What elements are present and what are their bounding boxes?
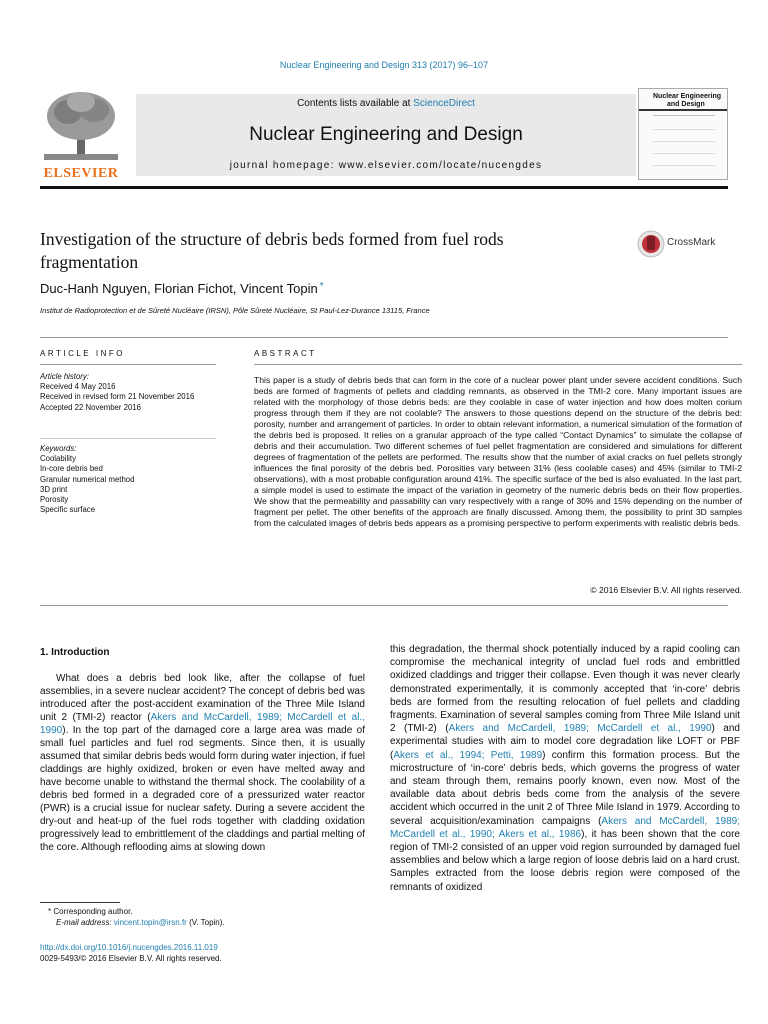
cover-title-line-2: and Design [667,101,705,108]
header-divider [40,186,728,189]
corresponding-author-mark[interactable]: * [319,281,324,292]
cover-title-line-1: Nuclear Engineering [653,93,722,100]
revised-date: Received in revised form 21 November 2016 [40,392,195,402]
keyword: Specific surface [40,505,96,515]
footnote-text: Corresponding author. [51,907,133,916]
info-divider [40,364,216,365]
keywords-list [40,444,216,515]
citation-link[interactable]: Akers and McCardell, 1989; McCardell et al., 1990 [448,723,712,735]
issn-line: 0029-5493/© 2016 Elsevier B.V. All rights reserved. [40,954,222,963]
article-info-heading: ARTICLE INFO [40,349,125,358]
footnote-rule [40,902,120,903]
author-list [40,281,324,296]
accepted-date: Accepted 22 November 2016 [40,402,141,412]
abstract-body: This paper is a study of debris beds that can form in the core of a nuclear power plant under severe accident conditions. Such beds are formed of fragments of pellets and cladding remnants, as observed in the TMI-2 core. Many important issues are related with the morphology of those debris beds: are they coolable in case of water injection and how does molten corium progress through them if they are not coolable? The answers to those questions depend on the structure of the debris bed: porosity, number and arrangement of particles. In order to obtain relevant information, a numerical simulation of the formation of the debris bed is proposed. It relies on a granular approach of the type called “Contact Dynamics” to simulate the collapse of debris and their accumulation. Two different schemes of fuel pellet fragmentation are considered and simulations for different degrees of fragmentation of the pellets are performed. The results show that the number of axial cracks on fuel pellets strongly influences the final porosity of the debris bed. Porosities vary between 31% (less coolable cases) and 45% (similar to TMI-2 observations), with a most probable configuration around 41%. The specific surface of the bed is also evaluated. In the last part, a simple model is used to estimate the impact of the variation in geometry of the numeric debris beds on their flow properties. We show that the permeability and passability can vary respectively with a range of 30% and 15% depending on the number of fragment per pellet. The other benefits of the approach are finally discussed. Among them, the possibility to print 3D samples from the calculated images of debris beds appears as a promising perspective to perform experiments with realistic debris beds. [254,375,742,528]
crossmark-label: CrossMark [667,237,716,248]
history-label: Article history: [40,372,89,381]
intro-text: this degradation, the thermal shock potentially induced by a rapid cooling can compromise the mechanical integrity of unclad fuel rods and embrittled oxidized claddings and trigger their collapse. Even though it was never clearly demonstrated experimentally, it is commonly accepted that ‘in-core’ debris beds are formed from the resulting relocation of fuel pellets and cladding fragments. Examination of several samples coming from Three Mile Island unit 2 (TMI-2) ( [390,644,740,735]
keyword: Coolability [40,454,76,464]
intro-text: ), it has been shown that the core region of TMI-2 consisted of an upper void region surrounded by damaged fuel assemblies and below which a large region of loose debris laid on a hard crust. Samples extracted from the loose debris region were composed of the remnants of oxidized [390,828,740,893]
intro-paragraph [40,672,365,854]
keyword: Granular numerical method [40,474,135,484]
intro-text: What does a debris bed look like, after the collapse of fuel assemblies, in a severe nuclear accident? The concept of debris bed was introduced after the post-accident examination of the Three Mile Island unit 2 (TMI-2) reactor ( [40,673,365,723]
body-column-left [40,646,365,854]
keyword: Porosity [40,495,69,505]
intro-text: ) confirm this formation process. But the microstructure of ‘in-core’ debris beds, which governs the progress of water and steam through them, remains poorly known, even now. Most of the available data about debris beds come from the analysis of the severe accident which occurred in the unit 2 of Three Mile Island in 1979. According to several acquisition/examination campaigns ( [390,749,740,827]
crossmark-icon [637,230,665,258]
contents-prefix: Contents lists available at [297,98,414,109]
intro-text: ) and experimental studies with aim to model core degradation like LOFT or PBF ( [390,723,740,761]
doi-link[interactable]: http://dx.doi.org/10.1016/j.nucengdes.2016.11.019 [40,943,218,952]
author-email-link[interactable]: vincent.topin@irsn.fr [113,918,187,927]
article-history [40,372,216,413]
keyword: In-core debris bed [40,464,103,474]
keyword: 3D print [40,484,68,494]
journal-homepage[interactable]: journal homepage: www.elsevier.com/locate/nucengdes [229,160,543,171]
abstract-copyright: © 2016 Elsevier B.V. All rights reserved. [590,585,742,595]
affiliation: Institut de Radioprotection et de Sûreté Nucléaire (IRSN), Pôle Sûreté Nucléaire, St Paul-Lez-Durance 13115, France [40,306,430,315]
keywords-divider [40,438,216,439]
authors-text: Duc-Hanh Nguyen, Florian Fichot, Vincent Topin [40,281,318,296]
article-title: Investigation of the structure of debris beds formed from fuel rods fragmentation [40,229,504,272]
email-label: E-mail address: [56,918,114,927]
keywords-label: Keywords: [40,444,77,453]
contents-line [136,98,636,109]
footnote [40,906,365,928]
introduction-heading: 1. Introduction [40,647,110,658]
doi-block [40,942,222,964]
received-date: Received 4 May 2016 [40,382,116,392]
citation-link[interactable]: Akers et al., 1994; Petti, 1989 [393,749,543,761]
body-column-right [390,643,740,894]
journal-title: Nuclear Engineering and Design [249,124,523,145]
section-divider-top [40,337,728,338]
citation-link[interactable]: Akers and McCardell, 1989; McCardell et al., 1990; Akers et al., 1986 [390,815,740,840]
cover-title [653,93,721,109]
abstract-heading: ABSTRACT [254,349,317,358]
journal-reference-link[interactable]: Nuclear Engineering and Design 313 (2017) 96–107 [279,60,489,70]
citation-link[interactable]: Akers and McCardell, 1989; McCardell et al., 1990 [40,712,365,736]
intro-text: ). In the top part of the damaged core a large area was made of small fuel particles and fuel rod segments. Since then, it is usually assumed that similar debris beds would form during water injection, if fuel claddings are highly oxidized, broken or even have melted away and have become unable to withstand the thermal shock. The coolability of a debris bed formed in a degraded core of a pressurized water reactor (PWR) is a crucial issue for nuclear safety. During a severe accident the dry-out and heat-up of the fuel rods together with cladding oxidation progressively lead to embrittlement of the claddings and partial melting of the core. Although reflooding aims at slowing down [40,725,365,853]
elsevier-wordmark: ELSEVIER [43,166,119,181]
abstract-divider [254,364,742,365]
journal-header [40,88,728,184]
email-suffix: (V. Topin). [186,918,225,927]
journal-banner-box [136,94,636,176]
crossmark-badge[interactable] [637,230,747,260]
sciencedirect-link[interactable]: ScienceDirect [413,98,475,109]
footnote-mark: * [48,907,52,916]
section-divider-bottom [40,605,728,606]
journal-cover-thumbnail [638,88,728,180]
